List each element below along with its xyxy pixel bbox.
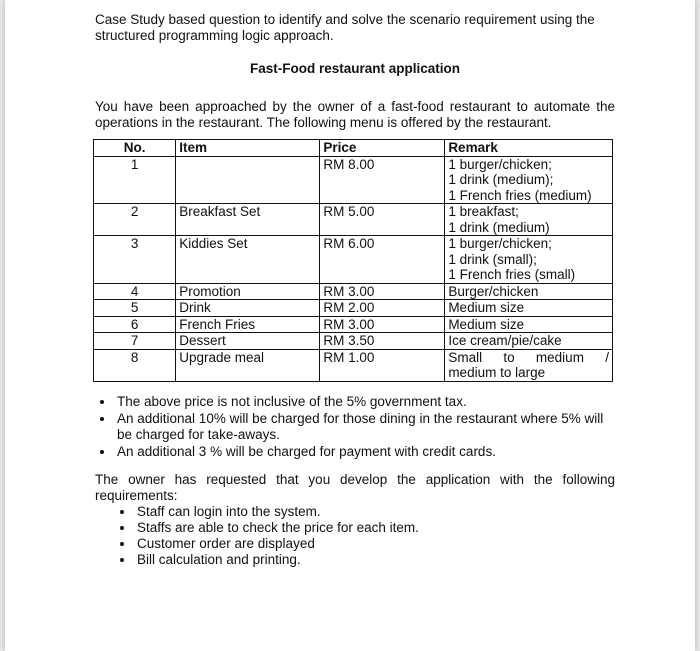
remark-line: 1 burger/chicken; [448, 236, 552, 251]
table-row [94, 333, 613, 350]
table-row [94, 236, 613, 284]
pricing-notes-list [95, 394, 615, 460]
row-price: RM 6.00 [320, 236, 445, 284]
row-no: 8 [94, 349, 176, 381]
row-no: 3 [94, 236, 176, 284]
row-item: French Fries [176, 316, 320, 333]
row-price: RM 1.00 [320, 349, 445, 381]
table-row [94, 300, 613, 317]
remark-line: 1 breakfast; [448, 204, 519, 219]
row-no: 5 [94, 300, 176, 317]
document-page [5, 0, 695, 651]
row-item: Dessert [176, 333, 320, 350]
remark-line: 1 drink (medium) [448, 219, 550, 235]
row-remark [445, 236, 613, 284]
document-content [95, 12, 615, 568]
remark-line: Small to medium / [448, 349, 609, 365]
menu-table [93, 139, 613, 382]
intro-text: Case Study based question to identify and solve the scenario requirement using the structured programming logic approach. [95, 12, 595, 43]
row-no: 4 [94, 283, 176, 300]
table-row [94, 204, 613, 236]
row-price: RM 2.00 [320, 300, 445, 317]
row-price: RM 3.00 [320, 283, 445, 300]
row-remark: Ice cream/pie/cake [445, 333, 613, 350]
requirements-list [95, 504, 615, 568]
row-no: 6 [94, 316, 176, 333]
scenario-text: You have been approached by the owner of a fast-food restaurant to automate the operations in the restaurant. The following menu is offered by the restaurant. [95, 99, 615, 130]
list-item: • The above price is not inclusive of the 5% government tax. [115, 394, 615, 410]
list-item: • Bill calculation and printing. [135, 552, 615, 568]
remark-line: medium to large [448, 365, 546, 380]
row-remark: Burger/chicken [445, 283, 613, 300]
row-remark [445, 156, 613, 204]
header-price: Price [320, 140, 445, 157]
list-item: • An additional 10% will be charged for those dining in the restaurant where 5% will be charged for take-aways. [115, 411, 615, 443]
row-item [176, 156, 320, 204]
row-no: 2 [94, 204, 176, 236]
row-remark [445, 204, 613, 236]
table-row [94, 283, 613, 300]
row-item: Promotion [176, 283, 320, 300]
row-item: Kiddies Set [176, 236, 320, 284]
requirements-intro: The owner has requested that you develop the application with the following requirements: [95, 471, 615, 503]
list-item: • Staffs are able to check the price for each item. [135, 520, 615, 536]
row-remark: Medium size [445, 316, 613, 333]
row-item: Drink [176, 300, 320, 317]
remark-line: 1 drink (small); [448, 251, 537, 267]
row-price: RM 3.00 [320, 316, 445, 333]
table-header-row [94, 140, 613, 157]
header-no: No. [94, 140, 176, 157]
document-heading: Fast-Food restaurant application [249, 61, 461, 76]
row-no: 1 [94, 156, 176, 204]
list-item: • Staff can login into the system. [135, 504, 615, 520]
row-no: 7 [94, 333, 176, 350]
row-remark [445, 349, 613, 381]
remark-line: 1 drink (medium); [448, 172, 554, 187]
row-remark: Medium size [445, 300, 613, 317]
row-item: Breakfast Set [176, 204, 320, 236]
row-price: RM 3.50 [320, 333, 445, 350]
header-remark: Remark [445, 140, 613, 157]
row-price: RM 8.00 [320, 156, 445, 204]
table-row [94, 156, 613, 204]
table-row [94, 316, 613, 333]
remark-line: 1 French fries (medium) [448, 187, 592, 203]
table-row [94, 349, 613, 381]
remark-line: 1 French fries (small) [448, 267, 576, 282]
list-item: • Customer order are displayed [135, 536, 615, 552]
header-item: Item [176, 140, 320, 157]
row-item: Upgrade meal [176, 349, 320, 381]
row-price: RM 5.00 [320, 204, 445, 236]
list-item: • An additional 3 % will be charged for payment with credit cards. [115, 444, 615, 460]
remark-line: 1 burger/chicken; [448, 156, 552, 172]
